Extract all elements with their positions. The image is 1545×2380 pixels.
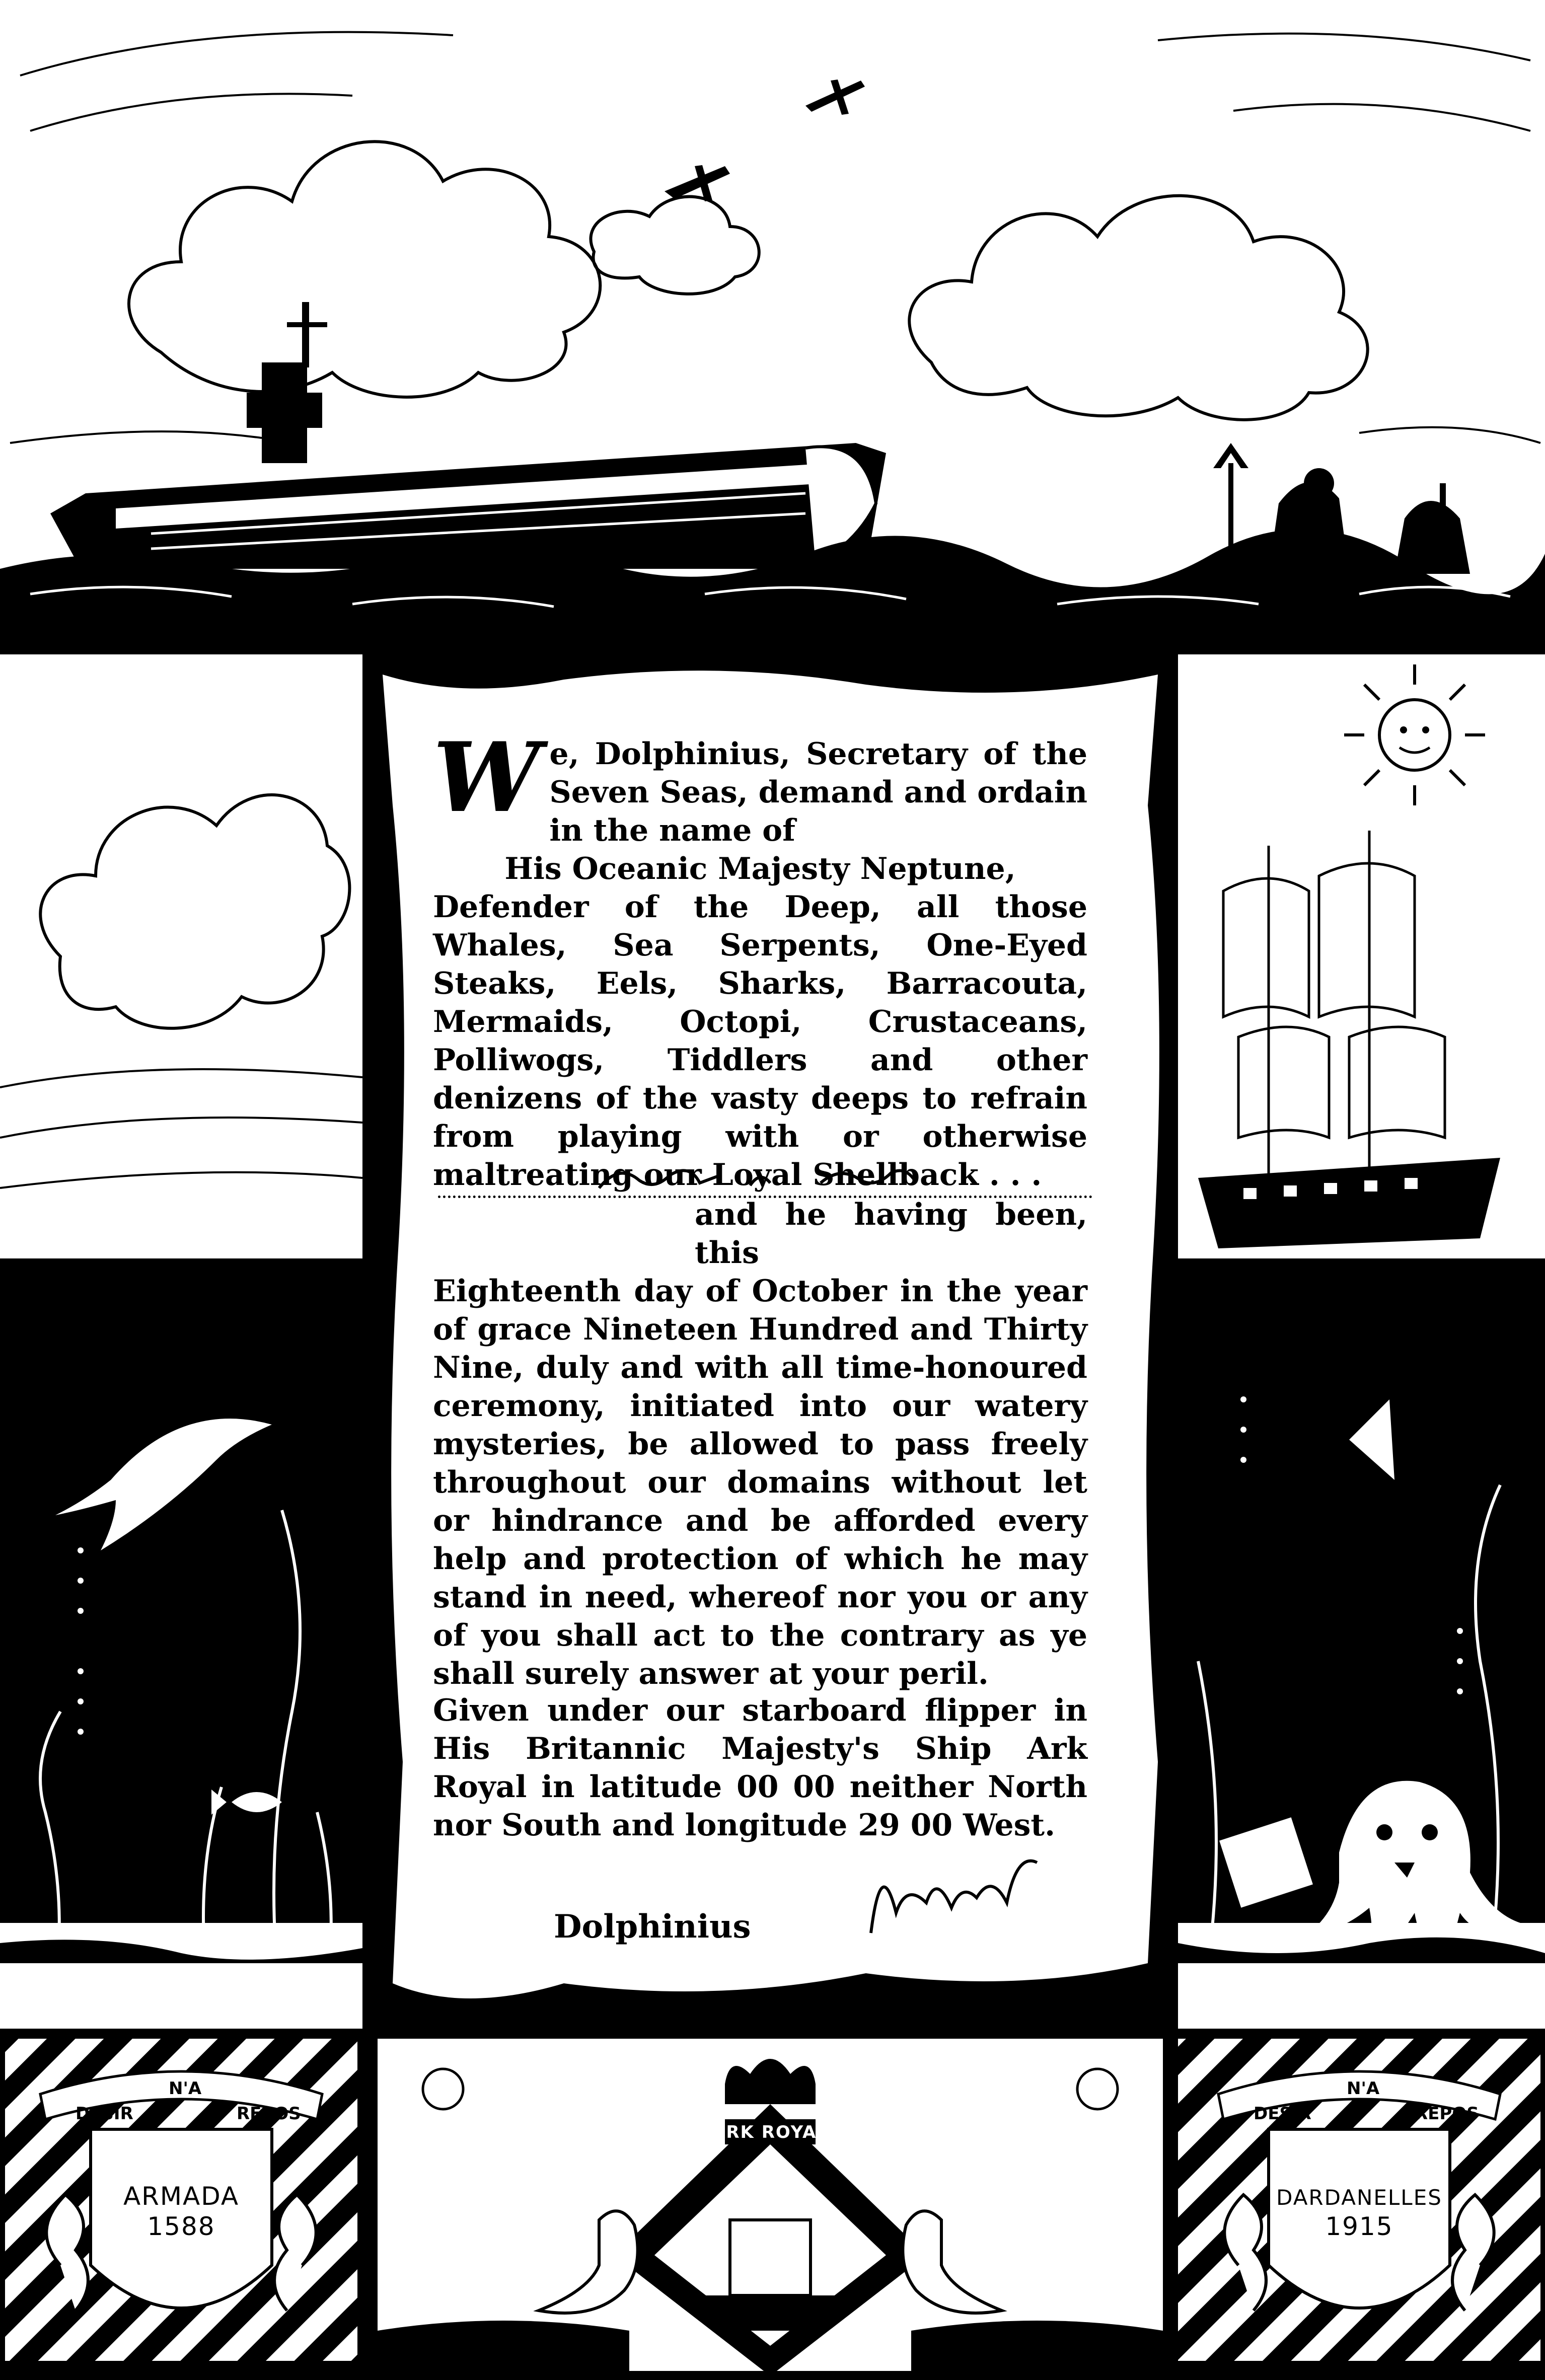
bottom-badges-band — [0, 2029, 1545, 2380]
proclamation-scroll — [362, 654, 1178, 2034]
shield-line-dardanelles: DARDANELLES — [1276, 2185, 1442, 2210]
signatory-name: Dolphinius — [554, 1908, 751, 1946]
right-illustration-column — [1178, 654, 1545, 2029]
motto-desir: DESIR — [1254, 2104, 1311, 2124]
proclamation-body-text: Defender of the Deep, all those Whales, Sea Serpents, One-Eyed Steaks, Eels, Sharks, Barracouta, Mermaids, Octopi, Crustaceans, Polliwogs, Tiddlers and other denizens of the vasty deeps to refrain from playing with or otherwise maltreating our Loyal Shellback . . . — [433, 889, 1087, 1193]
proclamation-continued-first-line: and he having been, this — [695, 1197, 1087, 1271]
motto-desir: DESIR — [76, 2104, 133, 2124]
neptune-signature — [856, 1822, 1057, 1953]
motto-na: N'A — [1347, 2078, 1380, 2099]
top-illustration-sky-and-carrier — [0, 0, 1545, 654]
proclamation-majesty-line: His Oceanic Majesty Neptune, — [504, 851, 1016, 886]
shield-line-1588: 1588 — [147, 2212, 215, 2241]
castle-icon — [730, 2220, 811, 2295]
shellback-name-line — [438, 1160, 1092, 1198]
ship-name-ark-royal: ARK ROYAL — [712, 2122, 829, 2142]
proclamation-continuation — [433, 1196, 1087, 1693]
ark-ship-icon — [705, 2295, 836, 2331]
left-illustration-column — [0, 654, 362, 2029]
dropcap-letter: W — [433, 721, 541, 834]
proclamation-given-clause: Given under our starboard flipper in His Britannic Majesty's Ship Ark Royal in latitude 00 00 neither North nor South and longitude 29 00 West. — [433, 1693, 1087, 1843]
proclamation-opening — [433, 721, 1087, 1194]
proclamation-continued-text: Eighteenth day of October in the year of grace Nineteen Hundred and Thirty Nine, duly and with all time-honoured ceremony, initiated into our watery mysteries, be allowed to pass freely throughout our domains without let or hindrance and be afforded every help and protection of which he may stand in need, whereof nor you or any of you shall act to the contrary as ye shall surely answer at your peril. — [433, 1274, 1087, 1691]
ark-royal-crest — [378, 2039, 1163, 2376]
motto-na: N'A — [169, 2078, 202, 2099]
shellback-handwritten-signature — [438, 1160, 1092, 1196]
motto-repos: REPOS — [1415, 2104, 1479, 2124]
shield-line-1915: 1915 — [1325, 2212, 1393, 2241]
proclamation-opening-text: e, Dolphinius, Secretary of the Seven Seas, demand and ordain in the name of — [549, 736, 1087, 848]
shield-line-armada: ARMADA — [123, 2182, 240, 2211]
motto-repos: REPOS — [237, 2104, 301, 2124]
